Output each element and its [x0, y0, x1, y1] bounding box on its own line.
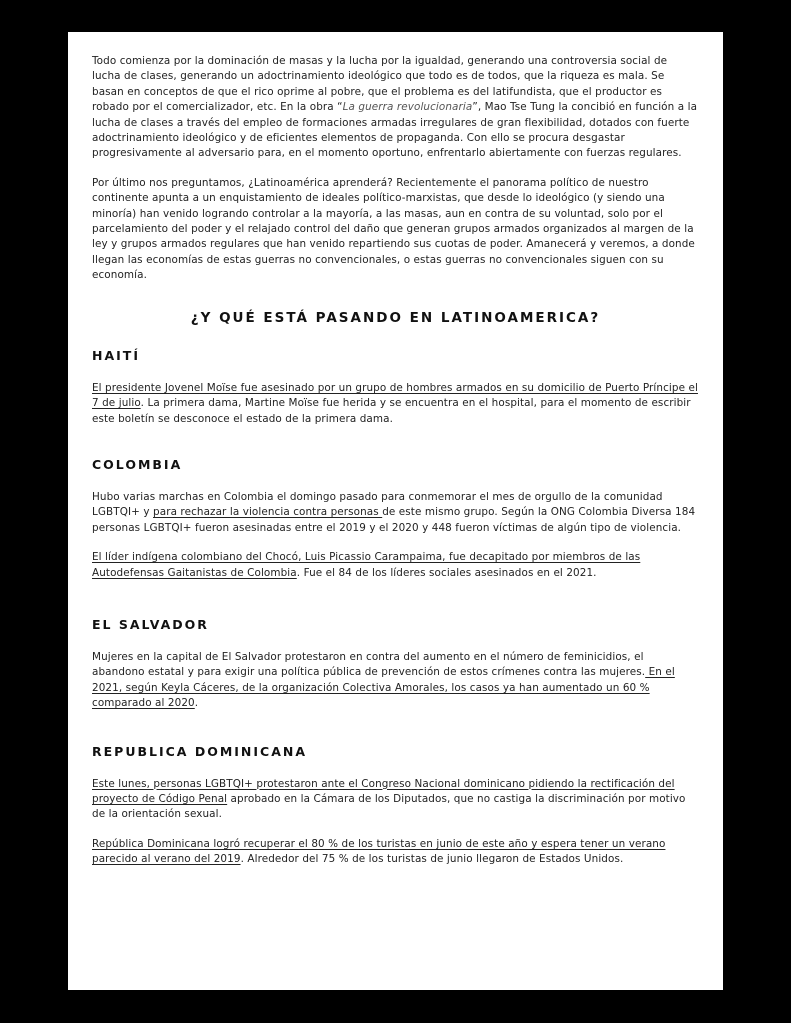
section-heading-colombia: COLOMBIA [92, 456, 183, 472]
haiti-link[interactable]: El presidente Jovenel Moïse fue asesinado por un grupo de hombres armados en su domicilio de Puerto Príncipe el 7 de julio [92, 381, 698, 410]
intro-paragraph-2: Por último nos preguntamos, ¿Latinoamérica aprenderá? Recientemente el panorama político de nuestro continente apunta a un enquistamiento de ideales político-marxistas, que desde lo ideológico (y siendo una minoría) han venido logrando controlar a la mayoría, a las masas, aun en contra de su voluntad, solo por el parcelamiento del poder y el relajado control del daño que generan grupos armados organizados al margen de la ley y grupos armados regulares que han venido repartiendo sus cuotas de poder. Amanecerá y veremos, a donde llegan las economías de estas guerras no convencionales, o estas guerras no convencionales siguen con su economía. [92, 176, 695, 282]
el-salvador-link[interactable]: En el 2021, según Keyla Cáceres, de la organización Colectiva Amorales, los casos ya han aumentado un 60 % comparado al 2020 [92, 666, 675, 710]
dominicana-paragraph-1: Este lunes, personas LGBTQI+ protestaron ante el Congreso Nacional dominicano pidiendo la rectificación del proyecto de Código Penal aprobado en la Cámara de los Diputados, que no castiga la discriminación por motivo de la orientación sexual. [92, 777, 686, 821]
book-title: La guerra revolucionaria [342, 101, 473, 114]
page-title: ¿Y QUÉ ESTÁ PASANDO EN LATINOAMERICA? [190, 309, 601, 326]
dominicana-paragraph-2: República Dominicana logró recuperar el 80 % de los turistas en junio de este año y espera tener un verano parecido al verano del 2019. Alrededor del 75 % de los turistas de junio llegaron de Estados Unidos. [92, 837, 666, 866]
section-heading-haiti: HAITÍ [92, 347, 140, 363]
el-salvador-paragraph: Mujeres en la capital de El Salvador protestaron en contra del aumento en el número de feminicidios, el abandono estatal y para exigir una política pública de prevención de estos crímenes contra las mujeres. En el 2021, según Keyla Cáceres, de la organización Colectiva Amorales, los casos ya han aumentado un 60 % comparado al 2020. [92, 650, 675, 710]
colombia-paragraph-1: Hubo varias marchas en Colombia el domingo pasado para conmemorar el mes de orgullo de la comunidad LGBTQI+ y para rechazar la violencia contra personas de este mismo grupo. Según la ONG Colombia Diversa 184 personas LGBTQI+ fueron asesinadas entre el 2019 y el 2020 y 448 fueron víctimas de algún tipo de violencia. [92, 490, 696, 534]
colombia-paragraph-2: El líder indígena colombiano del Chocó, Luis Picassio Carampaima, fue decapitado por miembros de las Autodefensas Gaitanistas de Colombia. Fue el 84 de los líderes sociales asesinados en el 2021. [92, 551, 641, 579]
section-heading-dominicana: REPUBLICA DOMINICANA [92, 743, 308, 759]
colombia-link-2[interactable]: El líder indígena colombiano del Chocó, Luis Picassio Carampaima, fue decapitado por miembros de las Autodefensas Gaitanistas de Colombia [92, 551, 641, 579]
colombia-link-1[interactable]: para rechazar la violencia contra personas [153, 506, 383, 519]
dominicana-link-1[interactable]: Este lunes, personas LGBTQI+ protestaron ante el Congreso Nacional dominicano pidiendo la rectificación del proyecto de Código Penal [92, 777, 675, 805]
document-page [68, 32, 723, 990]
intro-paragraph-1: Todo comienza por la dominación de masas y la lucha por la igualdad, generando una controversia social de lucha de clases, generando un adoctrinamiento ideológico que todo es de todos, que la riqueza es mala. Se basan en conceptos de que el rico oprime al pobre, que el problema es del latifundista, que el productor es robado por el comercializador, etc. En la obra “La guerra revolucionaria”, Mao Tse Tung la concibió en función a la lucha de clases a través del empleo de formaciones armadas irregulares de gran flexibilidad, dotados con fuerte adoctrinamiento ideológico y de eficientes elementos de propaganda. Con ello se procura desgastar progresivamente al adversario para, en el momento oportuno, enfrentarlo abiertamente con fuerzas regulares. [92, 55, 698, 160]
haiti-paragraph: El presidente Jovenel Moïse fue asesinado por un grupo de hombres armados en su domicilio de Puerto Príncipe el 7 de julio. La primera dama, Martine Moïse fue herida y se encuentra en el hospital, para el momento de escribir este boletín se desconoce el estado de la primera dama. [92, 381, 698, 425]
dominicana-link-2[interactable]: República Dominicana logró recuperar el 80 % de los turistas en junio de este año y espera tener un verano parecido al verano del 2019 [92, 837, 666, 866]
section-heading-el-salvador: EL SALVADOR [92, 616, 209, 632]
